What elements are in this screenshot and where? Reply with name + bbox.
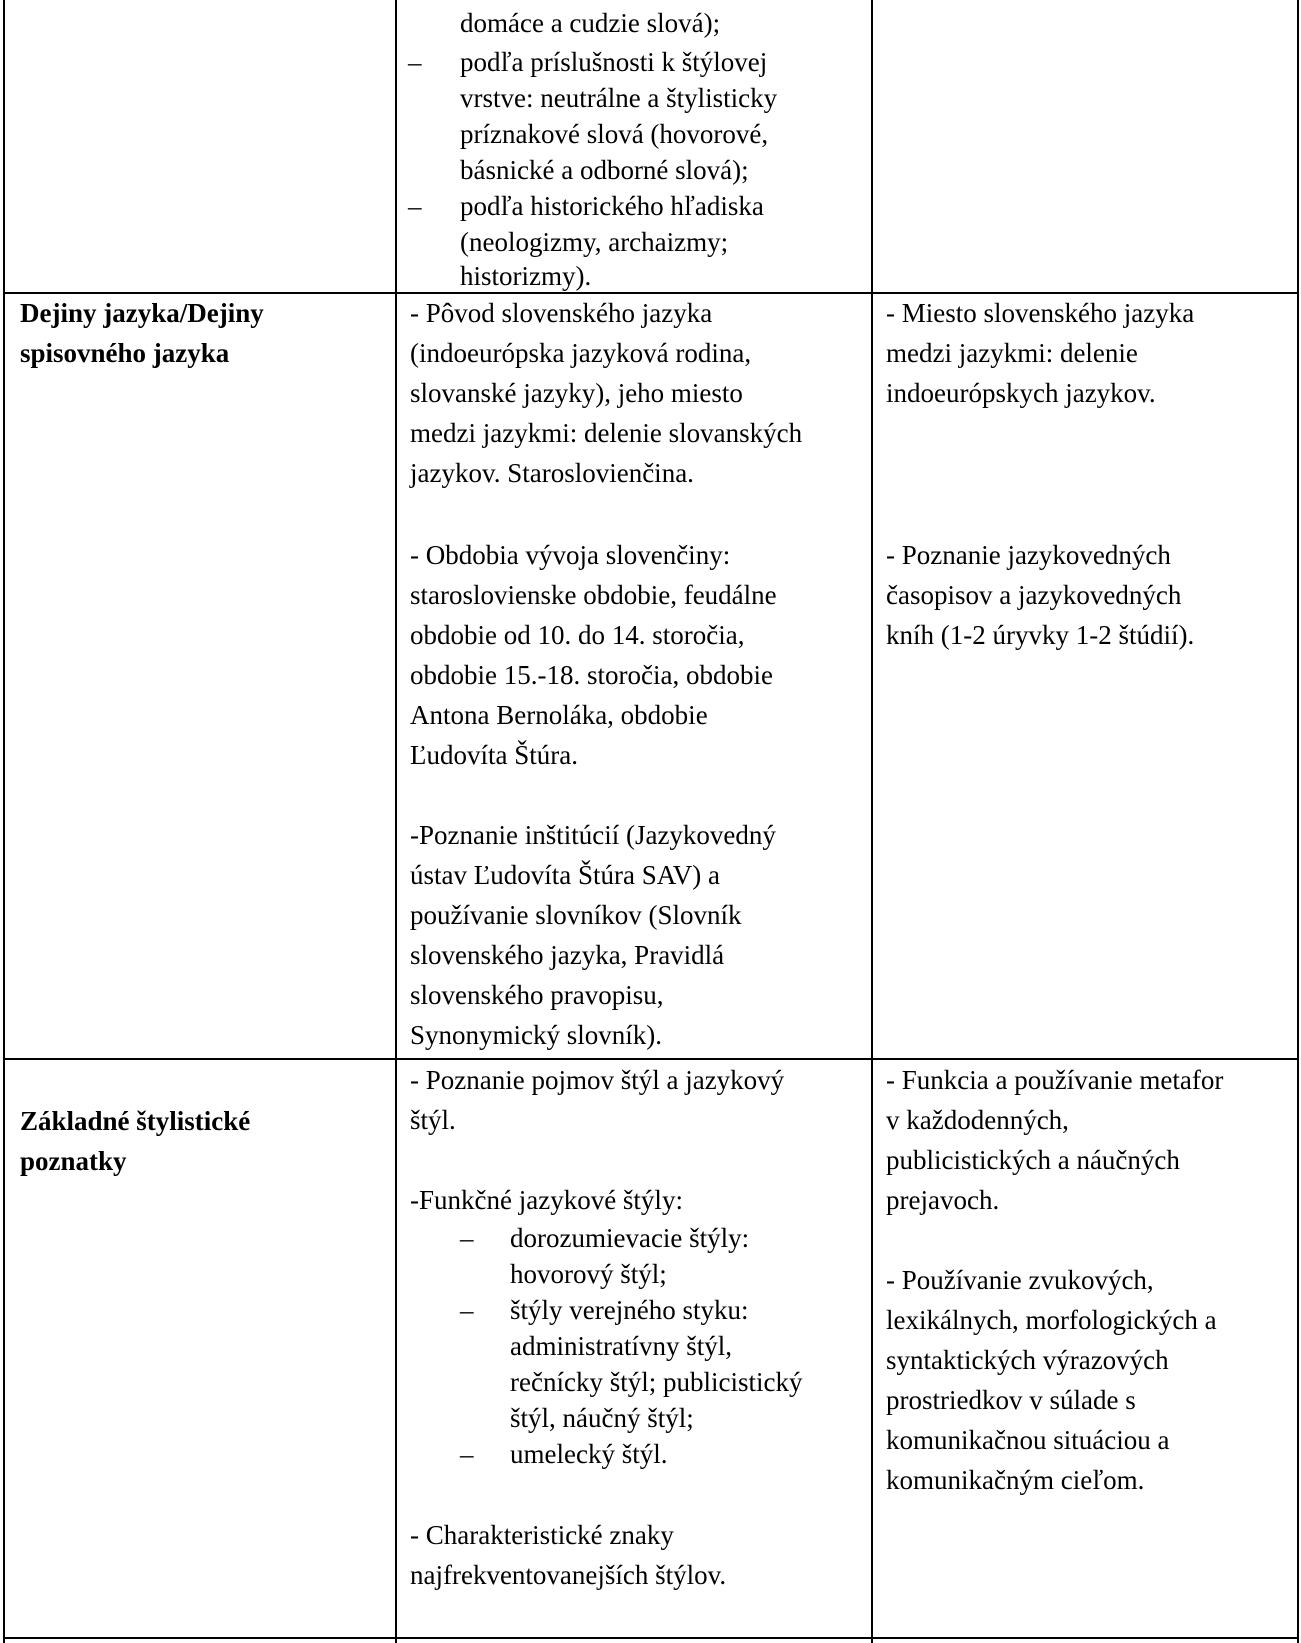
list-item-line: štýly verejného styku: [510,1295,749,1325]
extension-line: v každodenných, [886,1105,1069,1135]
extension-line: kníh (1-2 úryvky 1-2 štúdií). [886,620,1195,650]
extension-line: prostriedkov v súlade s [886,1385,1136,1415]
content-line: štýl. [410,1105,456,1135]
list-bullet: – [460,1439,474,1469]
list-item-line: podľa historického hľadiska [460,191,764,221]
content-line: slovanské jazyky), jeho miesto [410,378,743,408]
list-item-line: administratívny štýl, [510,1331,732,1361]
list-item-line: hovorový štýl; [510,1259,667,1289]
content-line: slovenského jazyka, Pravidlá [410,940,725,970]
table-border-left [3,0,5,1643]
content-line: -Poznanie inštitúcií (Jazykovedný [410,820,776,850]
content-line: jazykov. Staroslovienčina. [410,458,694,488]
list-bullet: – [408,191,422,221]
table-border-right [1297,0,1299,1643]
extension-line: indoeurópskych jazykov. [886,378,1156,408]
row-topic-line: spisovného jazyka [20,338,230,368]
content-line: - Pôvod slovenského jazyka [410,298,713,328]
list-item-line: (neologizmy, archaizmy; [460,227,729,257]
list-item-line: vrstve: neutrálne a štylisticky [460,83,778,113]
list-item-line: rečnícky štýl; publicistický [510,1367,803,1397]
extension-line: lexikálnych, morfologických a [886,1305,1217,1335]
list-item-line: príznakové slová (hovorové, [460,119,769,149]
table-border-bottom [3,1637,1299,1639]
extension-line: časopisov a jazykovedných [886,580,1182,610]
content-line: Antona Bernoláka, obdobie [410,700,708,730]
extension-line: - Funkcia a používanie metafor [886,1065,1224,1095]
content-line: ústav Ľudovíta Štúra SAV) a [410,860,720,890]
row-topic-line: Dejiny jazyka/Dejiny [20,298,264,328]
content-line: - Obdobia vývoja slovenčiny: [410,540,731,570]
content-line: Synonymický slovník). [410,1020,663,1050]
list-item-line: historizmy). [460,261,592,291]
list-item-line: štýl, náučný štýl; [510,1403,694,1433]
content-line: (indoeurópska jazyková rodina, [410,338,752,368]
extension-line: - Používanie zvukových, [886,1265,1154,1295]
extension-line: publicistických a náučných [886,1145,1180,1175]
content-line: - Poznanie pojmov štýl a jazykový [410,1065,785,1095]
content-line: Ľudovíta Štúra. [410,740,578,770]
row-topic-line: Základné štylistické [20,1106,251,1136]
extension-line: komunikačnou situáciou a [886,1425,1170,1455]
list-item-line: umelecký štýl. [510,1439,668,1469]
content-line: používanie slovníkov (Slovník [410,900,742,930]
content-line: medzi jazykmi: delenie slovanských [410,418,803,448]
content-line: obdobie 15.-18. storočia, obdobie [410,660,773,690]
extension-line: - Miesto slovenského jazyka [886,298,1195,328]
extension-line: medzi jazykmi: delenie [886,338,1138,368]
table-border-col2 [871,0,873,1643]
content-line: najfrekventovanejších štýlov. [410,1560,727,1590]
content-line: slovenského pravopisu, [410,980,664,1010]
list-item-line: domáce a cudzie slová); [460,8,721,38]
extension-line: syntaktických výrazových [886,1345,1169,1375]
list-bullet: – [460,1295,474,1325]
list-bullet: – [408,47,422,77]
row-topic-line: poznatky [20,1146,127,1176]
extension-line: prejavoch. [886,1185,1000,1215]
content-line: -Funkčné jazykové štýly: [410,1185,683,1215]
table-border-col1 [395,0,397,1643]
content-line: - Charakteristické znaky [410,1520,674,1550]
extension-line: komunikačným cieľom. [886,1465,1145,1495]
content-line: staroslovienske obdobie, feudálne [410,580,777,610]
extension-line: - Poznanie jazykovedných [886,540,1171,570]
list-bullet: – [460,1223,474,1253]
content-line: obdobie od 10. do 14. storočia, [410,620,745,650]
list-item-line: podľa príslušnosti k štýlovej [460,47,768,77]
list-item-line: básnické a odborné slová); [460,155,749,185]
list-item-line: dorozumievacie štýly: [510,1223,750,1253]
